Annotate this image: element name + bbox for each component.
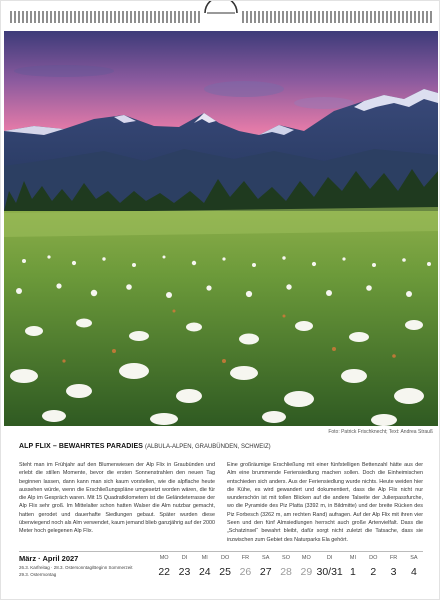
weekday-label: DI	[326, 555, 333, 561]
day-number: 3	[390, 566, 397, 578]
day-number: 25	[219, 566, 231, 578]
photo-credit: Foto: Patrick Frischknecht; Text: Andrea Strauß	[328, 429, 433, 435]
weekday-label: FR	[241, 555, 250, 561]
calendar-day	[195, 554, 215, 578]
weekday-label: MI	[201, 555, 208, 561]
article-column-right: Eine großräumige Erschließung mit einer fünfstelligen Bettenzahl hätte aus der Alm eine brummende Feriensiedlung machen sollen. Doch die Einheimischen entschieden sich anders. Aus der Feriensiedlung wurde nichts. Heute weiden hier die Kühe, es wird gewandert und dokumentiert, dass die Alp Flix nicht nur wunderschön ist mit tollen Blicken auf die andere Talseite der Julierpassfurche, wo die Pyramide des Piz Platta (3392 m, in Bildmitte) und der breite Rücken des Piz Forbesch (3262 m, am rechten Rand) aufragen. Auf der Alp Flix mit ihren vier Seen und den fünf Almsiedlungen herrscht auch große Artenvielfalt. Dass die „Schatzinsel“ bewahrt bleibt, dafür sorgt nicht zuletzt die Tatsache, dass sie inzwischen zum Gebiet des Naturparks Ela gehört.	[227, 462, 423, 543]
weekday-label: MO	[301, 555, 311, 561]
calendar-day	[276, 554, 296, 578]
calendar-day	[154, 554, 174, 578]
day-number: 24	[198, 566, 211, 578]
weekday-label: MI	[349, 555, 356, 561]
calendar-month-label: März · April 2027	[19, 554, 79, 563]
calendar-day	[317, 554, 343, 578]
calendar-day	[343, 554, 363, 578]
calendar-day	[296, 554, 316, 578]
calendar-day	[383, 554, 403, 578]
calendar-holidays	[19, 565, 133, 578]
day-number: 2	[370, 566, 377, 578]
day-number: 30/31	[316, 566, 343, 578]
day-number: 29	[300, 566, 313, 578]
holiday-note: 29.3. Ostermontag	[19, 571, 57, 577]
weekday-label: SA	[262, 555, 270, 561]
article-title: ALP FLIX – BEWAHRTES PARADIES	[19, 443, 143, 450]
day-number: 4	[410, 566, 417, 578]
landscape-photo	[4, 31, 438, 426]
calendar-day	[404, 554, 424, 578]
calendar-day	[215, 554, 235, 578]
calendar-divider	[19, 551, 423, 552]
calendar-day	[363, 554, 383, 578]
weekday-label: SA	[410, 555, 418, 561]
article-body	[19, 461, 423, 544]
calendar-day	[235, 554, 255, 578]
article-subtitle: (ALBULA-ALPEN, GRAUBÜNDEN, SCHWEIZ)	[144, 444, 271, 450]
day-number: 28	[280, 566, 292, 578]
calendar-days	[154, 554, 424, 578]
weekday-label: FR	[389, 555, 398, 561]
wire-binding	[1, 1, 440, 31]
calendar-day	[174, 554, 194, 578]
calendar-day	[256, 554, 276, 578]
article-column-left: Steht man im Frühjahr auf den Blumenwiesen der Alp Flix in Graubünden und erlebt die stillen Momente, bevor die ersten Sonnenstrahlen den neuen Tag beginnen lassen, dann kann man sich kaum vorstellen, wie die alpflache heute aussehen würde, wenn die Erschließungspläne umgesetzt worden wären, die für die Alp im Gespräch waren. Mit 15 Quadratkilometern ist die Geländeterrasse der Alp Flix sehr groß. Im Mittelalter schon hatten Walser die Alm nutzbar gemacht, hatten gerodet und dauerhafte Siedlungen gebaut. Später wurden diese überwiegend noch als Alm verwendet, kaum jemand blieb ganzjährig auf der 2000 Meter hoch gelegenen Alp Flix.	[19, 462, 215, 535]
day-number: 1	[350, 566, 356, 578]
weekday-label: MO	[159, 555, 169, 561]
weekday-label: DO	[220, 555, 230, 561]
day-number: 23	[178, 566, 191, 578]
weekday-label: DO	[369, 555, 378, 561]
weekday-label: DI	[181, 555, 188, 561]
day-number: 22	[158, 566, 170, 578]
day-number: 27	[259, 566, 272, 578]
holiday-note: 26.3. Karfreitag · 28.3. Ostersonntag/Beginn Sommerzeit	[19, 565, 133, 570]
article-headline	[19, 443, 429, 450]
day-number: 26	[239, 566, 252, 578]
weekday-label: SO	[282, 555, 290, 561]
